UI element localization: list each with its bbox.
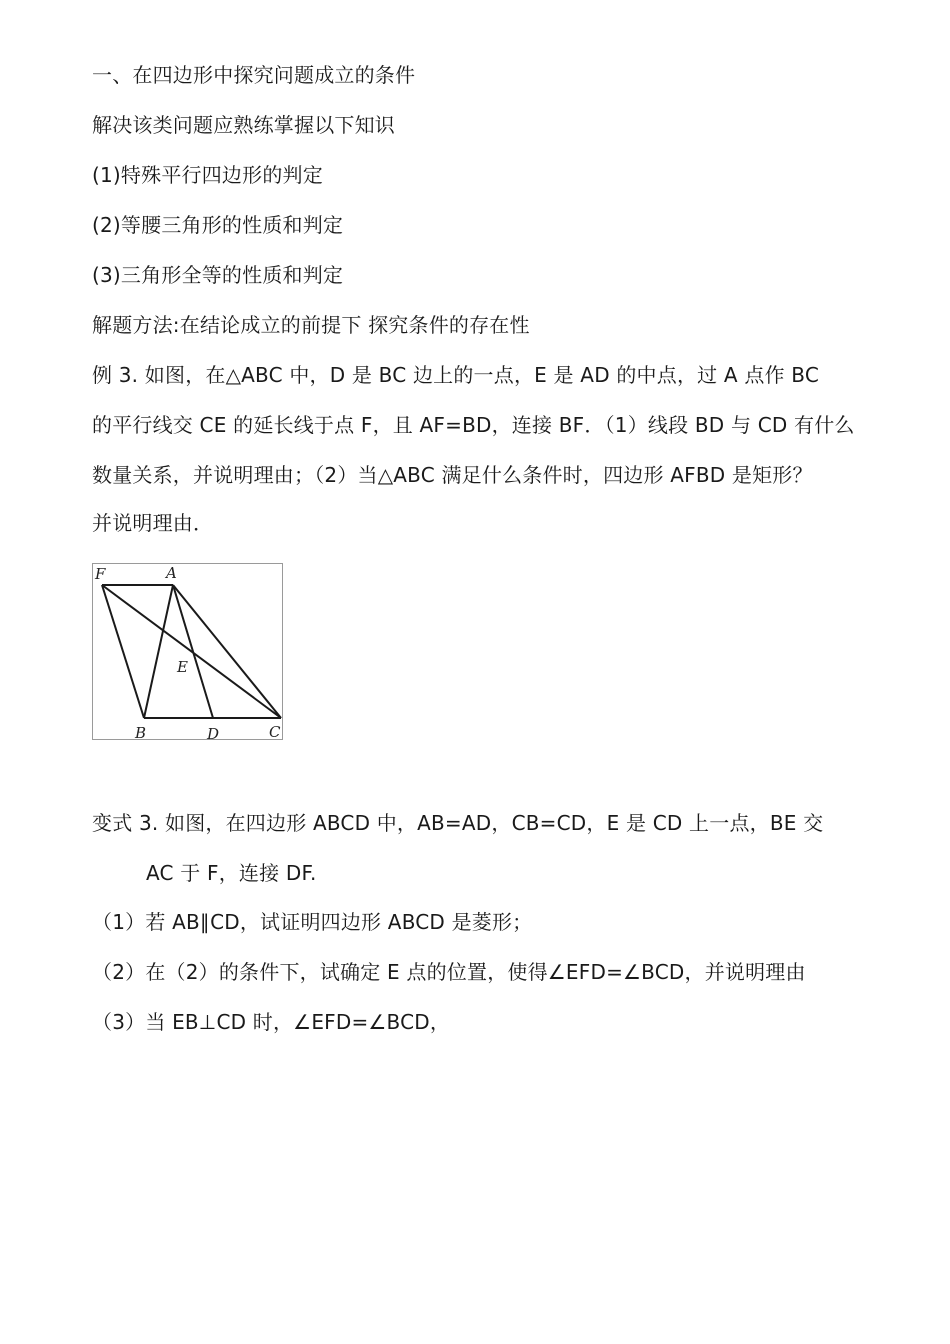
label-C: C (269, 723, 281, 741)
example3-line-2: 的平行线交 CE 的延长线于点 F，且 AF=BD，连接 BF．（1）线段 BD 与 CD 有什么 (92, 413, 855, 437)
variant3-question-1: （1）若 AB∥CD，试证明四边形 ABCD 是菱形； (92, 910, 533, 934)
label-A: A (166, 564, 177, 582)
knowledge-item-3: (3)三角形全等的性质和判定 (92, 263, 344, 287)
variant3-question-3: （3）当 EB⊥CD 时，∠EFD=∠BCD， (92, 1010, 451, 1034)
variant3-line-1: 变式 3. 如图，在四边形 ABCD 中，AB=AD，CB=CD，E 是 CD 上一点，BE 交 (92, 811, 824, 835)
segment-AB (144, 585, 173, 718)
knowledge-item-2: (2)等腰三角形的性质和判定 (92, 213, 344, 237)
label-F: F (95, 565, 106, 583)
geometry-figure (92, 563, 283, 740)
label-B: B (135, 724, 147, 741)
geometry-diagram (93, 564, 284, 741)
knowledge-item-1: (1)特殊平行四边形的判定 (92, 163, 323, 187)
label-E: E (177, 658, 188, 676)
intro-text: 解决该类问题应熟练掌握以下知识 (92, 113, 395, 137)
segment-FB (102, 585, 144, 718)
figure-lines (102, 585, 281, 718)
example3-line-4: 并说明理由． (92, 511, 214, 535)
method-text: 解题方法:在结论成立的前提下 探究条件的存在性 (92, 313, 530, 337)
example3-line-3: 数量关系，并说明理由；（2）当△ABC 满足什么条件时，四边形 AFBD 是矩形？ (92, 463, 813, 487)
variant3-line-2: AC 于 F，连接 DF. (146, 861, 317, 885)
segment-AC (173, 585, 281, 718)
section-title: 一、在四边形中探究问题成立的条件 (92, 63, 416, 87)
label-D: D (207, 725, 220, 741)
segment-FC (102, 585, 281, 718)
example3-line-1: 例 3. 如图，在△ABC 中，D 是 BC 边上的一点，E 是 AD 的中点，过 A 点作 BC (92, 363, 820, 387)
variant3-question-2: （2）在（2）的条件下，试确定 E 点的位置，使得∠EFD=∠BCD，并说明理由 (92, 960, 806, 984)
